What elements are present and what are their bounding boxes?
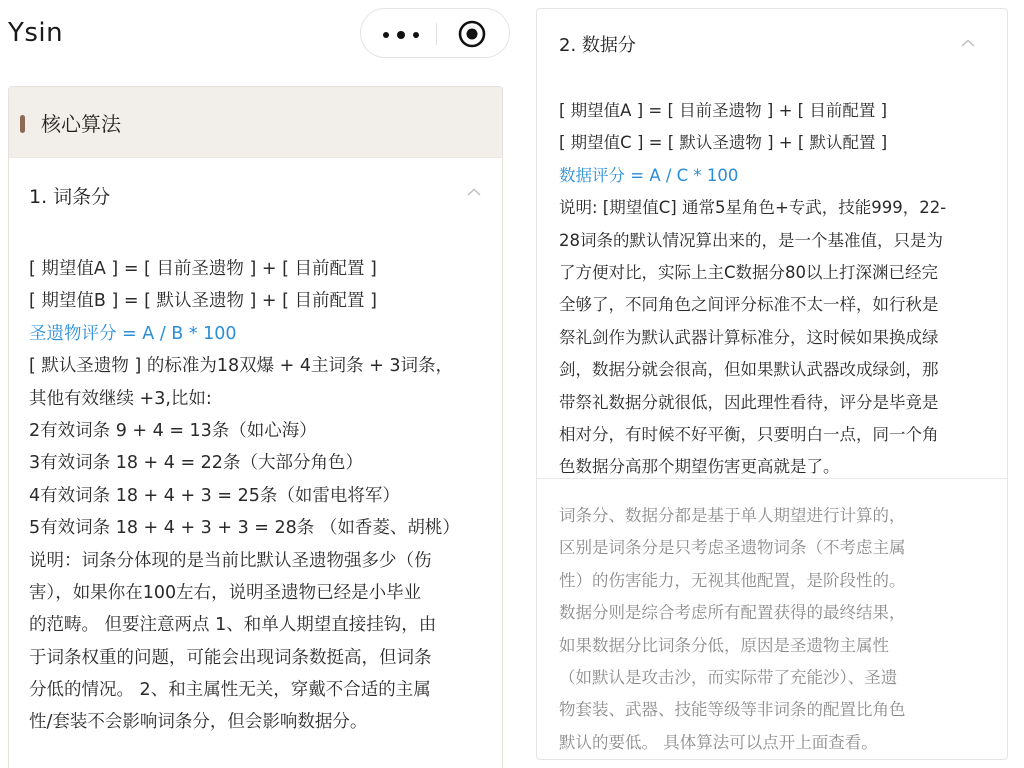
capsule-divider bbox=[436, 23, 437, 45]
core-algorithm-card bbox=[8, 86, 503, 768]
text-line: 相对分，有时候不好平衡，只要明白一点，同一个角 bbox=[559, 424, 939, 444]
text-line: 如果数据分比词条分低，原因是圣遗物主属性 bbox=[559, 635, 889, 655]
chevron-up-icon[interactable] bbox=[467, 188, 481, 196]
text-line: 于词条权重的问题，可能会出现词条数挺高，但词条 bbox=[29, 647, 432, 668]
data-score-card bbox=[536, 8, 1008, 760]
header-accent-bar bbox=[20, 115, 25, 133]
text-line: 3有效词条 18 + 4 = 22条（大部分角色） bbox=[29, 453, 363, 474]
nav-capsule bbox=[360, 8, 510, 58]
text-line: 的范畴。 但要注意两点 1、和单人期望直接挂钩，由 bbox=[29, 615, 437, 636]
summary-content bbox=[559, 500, 999, 759]
formula-line: 数据评分 = A / C * 100 bbox=[559, 165, 739, 185]
text-line: 说明: [期望值C] 通常5星角色+专武，技能999，22- bbox=[559, 198, 947, 218]
text-line: （如默认是攻击沙，而实际带了充能沙）、圣遗 bbox=[559, 667, 898, 687]
text-line: 4有效词条 18 + 4 + 3 = 25条（如雷电将军） bbox=[29, 485, 400, 506]
text-line: [ 期望值A ] = [ 目前圣遗物 ] + [ 目前配置 ] bbox=[559, 101, 888, 120]
section-2-content bbox=[559, 95, 999, 484]
text-line: 物套装、武器、技能等级等非词条的配置比角色 bbox=[559, 700, 906, 720]
section-1-header[interactable] bbox=[9, 158, 502, 228]
section-2-title[interactable]: 2. 数据分 bbox=[559, 35, 636, 56]
section-1-content bbox=[29, 253, 499, 739]
text-line: [ 默认圣遗物 ] 的标准为18双爆 + 4主词条 + 3词条， bbox=[29, 356, 453, 377]
card-header bbox=[9, 87, 502, 158]
text-line: [ 期望值A ] = [ 目前圣遗物 ] + [ 目前配置 ] bbox=[29, 259, 377, 279]
card-title: 核心算法 bbox=[41, 112, 121, 136]
text-line: 剑，数据分就会很高，但如果默认武器改成绿剑，那 bbox=[559, 360, 939, 380]
right-panel bbox=[512, 0, 1024, 768]
page-title: Ysin bbox=[8, 18, 64, 48]
text-line: 词条分、数据分都是基于单人期望进行计算的， bbox=[559, 506, 906, 525]
text-line: 其他有效继续 +3,比如: bbox=[29, 388, 212, 409]
text-line: 了方便对比，实际上主C数据分80以上打深渊已经完 bbox=[559, 262, 939, 282]
text-line: 分低的情况。 2、和主属性无关，穿戴不合适的主属 bbox=[29, 680, 431, 701]
section-divider bbox=[537, 478, 1007, 479]
text-line: 害），如果你在100左右，说明圣遗物已经是小毕业 bbox=[29, 582, 422, 603]
section-1-title: 1. 词条分 bbox=[29, 186, 111, 208]
text-line: 5有效词条 18 + 4 + 3 + 3 = 28条 （如香菱、胡桃） bbox=[29, 518, 460, 539]
text-line: 数据分则是综合考虑所有配置获得的最终结果， bbox=[559, 603, 906, 623]
text-line: 色数据分高那个期望伤害更高就是了。 bbox=[559, 457, 840, 477]
formula-line: 圣遗物评分 = A / B * 100 bbox=[29, 323, 237, 344]
text-line: [ 期望值B ] = [ 默认圣遗物 ] + [ 目前配置 ] bbox=[29, 291, 377, 312]
text-line: 区别是词条分是只考虑圣遗物词条（不考虑主属 bbox=[559, 538, 906, 558]
text-line: 性/套装不会影响词条分，但会影响数据分。 bbox=[29, 712, 368, 733]
more-dots-icon[interactable] bbox=[383, 31, 423, 39]
text-line: 性）的伤害能力，无视其他配置，是阶段性的。 bbox=[559, 570, 906, 590]
text-line: 带祭礼数据分就很低，因此理性看待，评分是毕竟是 bbox=[559, 392, 939, 412]
text-line: 说明：词条分体现的是当前比默认圣遗物强多少（伤 bbox=[29, 550, 432, 571]
chevron-up-icon[interactable] bbox=[961, 39, 975, 47]
text-line: 祭礼剑作为默认武器计算标准分，这时候如果换成绿 bbox=[559, 327, 939, 347]
text-line: 2有效词条 9 + 4 = 13条（如心海） bbox=[29, 420, 317, 441]
text-line: 28词条的默认情况算出来的，是一个基准值，只是为 bbox=[559, 230, 943, 250]
text-line: 默认的要低。 具体算法可以点开上面查看。 bbox=[559, 732, 878, 752]
target-circle-icon[interactable] bbox=[457, 19, 487, 49]
text-line: 全够了，不同角色之间评分标准不太一样，如行秋是 bbox=[559, 295, 939, 315]
text-line: [ 期望值C ] = [ 默认圣遗物 ] + [ 默认配置 ] bbox=[559, 133, 888, 153]
